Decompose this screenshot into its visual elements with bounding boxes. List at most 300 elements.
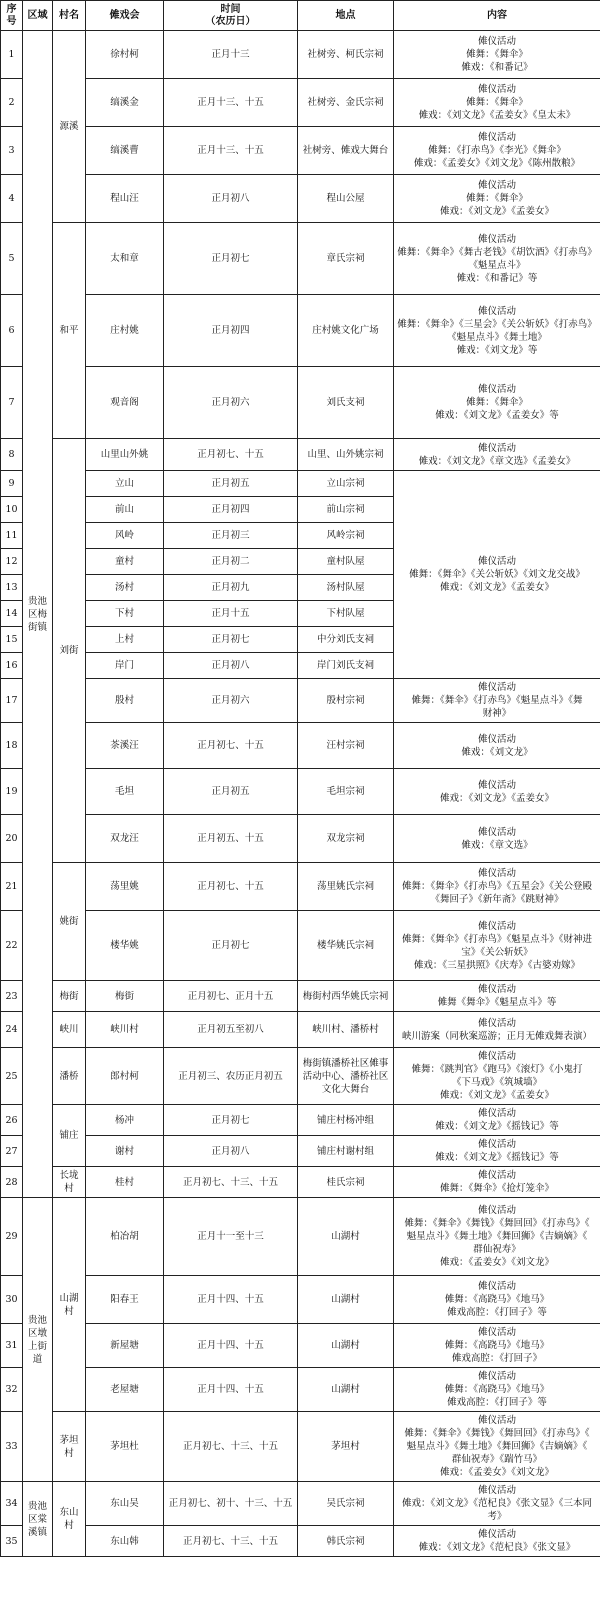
content-line: 傩仪活动 <box>477 1415 516 1426</box>
cell-no: 24 <box>1 1012 23 1048</box>
cell-content <box>394 769 600 815</box>
cell-place: 毛坦宗祠 <box>298 769 394 815</box>
content-line: 傩仪活动 <box>477 442 516 454</box>
content-line: 傩戏：《刘文龙》《孟姜女》 <box>439 792 554 804</box>
cell-no: 33 <box>1 1412 23 1482</box>
content-line: 《魁星点斗》《舞土地》 <box>447 331 547 343</box>
cell-club: 楼华姚 <box>86 911 164 981</box>
cell-time: 正月初六 <box>164 679 298 723</box>
cell-no: 20 <box>1 815 23 863</box>
cell-no: 1 <box>1 31 23 79</box>
cell-place: 山湖村 <box>298 1276 394 1324</box>
table-body <box>1 31 600 1557</box>
cell-content <box>394 981 600 1012</box>
content-line: 傩仪活动 <box>477 682 516 693</box>
cell-content <box>394 911 600 981</box>
cell-club: 谢村 <box>86 1136 164 1167</box>
table-row <box>1 1048 600 1105</box>
cell-time: 正月十四、十五 <box>164 1276 298 1324</box>
content-line: 傩仪活动 <box>477 1108 516 1119</box>
content-line: 傩戏高腔：《打回子》等 <box>447 1397 547 1408</box>
cell-no: 22 <box>1 911 23 981</box>
table-row <box>1 1105 600 1136</box>
cell-time: 正月初八 <box>164 175 298 223</box>
table-row <box>1 223 600 295</box>
cell-no: 18 <box>1 723 23 769</box>
table-row <box>1 439 600 471</box>
table-row <box>1 911 600 981</box>
cell-place: 梅街镇潘桥社区傩事活动中心、潘桥社区文化大舞台 <box>298 1048 394 1105</box>
cell-club: 柏冶胡 <box>86 1198 164 1276</box>
header-club: 傩戏会 <box>86 1 164 31</box>
cell-place: 山湖村 <box>298 1324 394 1368</box>
cell-village: 茅坦村 <box>53 1412 86 1482</box>
content-line: 傩戏：《刘文龙》等 <box>456 344 538 356</box>
cell-time: 正月初二 <box>164 549 298 575</box>
cell-no: 16 <box>1 653 23 679</box>
cell-club: 茶溪汪 <box>86 723 164 769</box>
content-line: 群仙祝寿》《踹竹马》 <box>451 1454 543 1465</box>
cell-time: 正月初五至初八 <box>164 1012 298 1048</box>
cell-no: 25 <box>1 1048 23 1105</box>
header-time-sub: （农历日） <box>205 15 256 27</box>
cell-no: 34 <box>1 1482 23 1526</box>
cell-no: 12 <box>1 549 23 575</box>
cell-club: 汤村 <box>86 575 164 601</box>
cell-time: 正月初七 <box>164 911 298 981</box>
cell-no: 8 <box>1 439 23 471</box>
cell-content-shared <box>394 471 600 679</box>
content-line: 群仙祝寿》 <box>473 1244 521 1255</box>
cell-place: 荡里姚氏宗祠 <box>298 863 394 911</box>
cell-no: 4 <box>1 175 23 223</box>
cell-place: 铺庄村谢村组 <box>298 1136 394 1167</box>
content-line: 傩戏：《三星拱照》《庆寿》《古婆劝嫁》 <box>413 959 581 971</box>
cell-place: 立山宗祠 <box>298 471 394 497</box>
cell-club: 双龙汪 <box>86 815 164 863</box>
cell-content <box>394 1412 600 1482</box>
table-row <box>1 1526 600 1557</box>
cell-time: 正月初八 <box>164 653 298 679</box>
cell-place: 社树旁、柯氏宗祠 <box>298 31 394 79</box>
content-line: 傩仪活动 <box>477 984 516 995</box>
cell-club: 下村 <box>86 601 164 627</box>
content-line: 傩戏：《孟姜女》《刘文龙》 <box>439 1467 554 1478</box>
content-line: 傩仪活动 <box>477 36 516 47</box>
cell-time: 正月初七 <box>164 627 298 653</box>
content-line: 魁星点斗》《舞土地》《舞回狮》《吉嫡嫡》《 <box>406 1231 588 1242</box>
cell-village: 姚街 <box>53 863 86 981</box>
content-line: 宝》《关公斩妖》 <box>461 946 533 958</box>
content-line: 傩戏：《刘文龙》《摇钱记》等 <box>435 1152 559 1163</box>
cell-time: 正月十四、十五 <box>164 1324 298 1368</box>
content-line: 傩仪活动 <box>477 384 516 395</box>
content-line: 《舞回子》《新年斋》《跳财神》 <box>430 894 564 905</box>
content-line: 傩仪活动 <box>477 132 516 143</box>
cell-time: 正月初七、初十、十三、十五 <box>164 1482 298 1526</box>
cell-place: 山里、山外姚宗祠 <box>298 439 394 471</box>
cell-region: 贵池区棠溪镇 <box>23 1482 53 1557</box>
cell-no: 9 <box>1 471 23 497</box>
cell-region: 贵池区墩上街道 <box>23 1198 53 1482</box>
table-row <box>1 1167 600 1198</box>
cell-place: 山湖村 <box>298 1368 394 1412</box>
table-row <box>1 1482 600 1526</box>
cell-place: 吴氏宗祠 <box>298 1482 394 1526</box>
table-row <box>1 723 600 769</box>
content-line: 傩舞：《舞伞》《打赤鸟》《魁星点斗》《舞 <box>411 695 583 706</box>
cell-content <box>394 1048 600 1105</box>
cell-no: 3 <box>1 127 23 175</box>
cell-place: 下村队屋 <box>298 601 394 627</box>
cell-content <box>394 1324 600 1368</box>
cell-content <box>394 1167 600 1198</box>
cell-village: 山湖村 <box>53 1198 86 1412</box>
header-content: 内容 <box>394 1 600 31</box>
cell-time: 正月初七 <box>164 223 298 295</box>
table-row <box>1 1012 600 1048</box>
content-line: 傩舞：《舞伞》《舞古老钱》《胡饮酒》《打赤鸟》 <box>397 246 597 258</box>
cell-no: 19 <box>1 769 23 815</box>
content-line: 《下马戏》《筑城墙》 <box>451 1077 543 1088</box>
content-line: 傩仪活动 <box>477 84 516 95</box>
content-line: 傩仪活动 <box>477 868 516 879</box>
content-line: 傩仪活动 <box>477 556 516 567</box>
content-line: 傩仪活动 <box>477 826 516 838</box>
content-line: 傩舞：《舞伞》 <box>466 97 528 108</box>
cell-village: 峡川 <box>53 1012 86 1048</box>
table-row <box>1 815 600 863</box>
content-line: 傩舞：《跳判官》《跑马》《滚灯》《小鬼打 <box>411 1064 583 1075</box>
cell-time: 正月十三、十五 <box>164 79 298 127</box>
cell-time: 正月初五 <box>164 471 298 497</box>
cell-club: 茅坦杜 <box>86 1412 164 1482</box>
cell-time: 正月初七、正月十五 <box>164 981 298 1012</box>
content-line: 傩戏：《和番记》 <box>461 62 533 73</box>
content-line: 傩戏：《刘文龙》《孟姜女》 <box>439 582 554 593</box>
cell-no: 17 <box>1 679 23 723</box>
cell-village: 东山村 <box>53 1482 86 1557</box>
cell-place: 童村队屋 <box>298 549 394 575</box>
cell-club: 郎村柯 <box>86 1048 164 1105</box>
cell-place: 桂氏宗祠 <box>298 1167 394 1198</box>
cell-club: 东山吴 <box>86 1482 164 1526</box>
cell-content <box>394 1198 600 1276</box>
content-line: 傩仪活动 <box>477 920 516 932</box>
cell-club: 杨冲 <box>86 1105 164 1136</box>
cell-no: 32 <box>1 1368 23 1412</box>
header-time-label: 时间 <box>220 3 241 15</box>
cell-no: 15 <box>1 627 23 653</box>
cell-content <box>394 723 600 769</box>
cell-content <box>394 1368 600 1412</box>
cell-place: 前山宗祠 <box>298 497 394 523</box>
cell-club: 太和章 <box>86 223 164 295</box>
cell-place: 双龙宗祠 <box>298 815 394 863</box>
cell-club: 程山汪 <box>86 175 164 223</box>
cell-club: 观音阁 <box>86 367 164 439</box>
cell-content <box>394 815 600 863</box>
cell-club: 阳春王 <box>86 1276 164 1324</box>
content-line: 傩舞：《舞伞》《三星会》《关公斩妖》《打赤鸟》 <box>397 318 597 330</box>
cell-place: 庄村姚文化广场 <box>298 295 394 367</box>
cell-place: 楼华姚氏宗祠 <box>298 911 394 981</box>
cell-content <box>394 863 600 911</box>
content-line: 傩仪活动 <box>477 1139 516 1150</box>
content-line: 魁星点斗》《舞土地》《舞回狮》《吉嫡嫡》《 <box>406 1441 588 1452</box>
content-line: 《魁星点斗》 <box>468 259 526 271</box>
cell-club: 荡里姚 <box>86 863 164 911</box>
cell-village: 长垅村 <box>53 1167 86 1198</box>
cell-no: 11 <box>1 523 23 549</box>
cell-time: 正月初三 <box>164 523 298 549</box>
cell-content <box>394 79 600 127</box>
cell-content <box>394 175 600 223</box>
cell-no: 10 <box>1 497 23 523</box>
content-line: 傩舞：《舞伞》《抢灯笼伞》 <box>439 1183 554 1194</box>
table-row <box>1 1412 600 1482</box>
cell-time: 正月初五、十五 <box>164 815 298 863</box>
content-line: 傩戏：《刘文龙》《孟姜女》等 <box>435 410 559 421</box>
content-line: 傩舞：《舞伞》 <box>466 49 528 60</box>
cell-no: 28 <box>1 1167 23 1198</box>
cell-time: 正月初七、十五 <box>164 863 298 911</box>
cell-no: 14 <box>1 601 23 627</box>
content-line: 傩仪活动 <box>477 1281 516 1292</box>
content-line: 傩仪活动 <box>477 1051 516 1062</box>
content-line: 傩舞：《舞伞》《舞钱》《舞回回》《打赤鸟》《 <box>404 1428 590 1439</box>
table-row <box>1 1276 600 1324</box>
cell-time: 正月初七、十五 <box>164 723 298 769</box>
cell-club: 缟溪金 <box>86 79 164 127</box>
content-line: 傩戏：《刘文龙》《摇钱记》等 <box>435 1121 559 1132</box>
cell-no: 23 <box>1 981 23 1012</box>
cell-content <box>394 439 600 471</box>
cell-place: 刘氏支祠 <box>298 367 394 439</box>
cell-place: 风岭宗祠 <box>298 523 394 549</box>
cell-time: 正月初三、农历正月初五 <box>164 1048 298 1105</box>
cell-time: 正月初四 <box>164 295 298 367</box>
table-row <box>1 175 600 223</box>
content-line: 傩戏：《刘文龙》《范杞良》《张文显》 <box>418 1542 576 1553</box>
cell-place: 中分刘氏支祠 <box>298 627 394 653</box>
cell-content <box>394 223 600 295</box>
cell-village: 铺庄 <box>53 1105 86 1167</box>
table-row <box>1 1368 600 1412</box>
table-row <box>1 769 600 815</box>
content-line: 傩戏：《孟姜女》《刘文龙》 <box>439 1257 554 1268</box>
cell-village: 刘街 <box>53 439 86 863</box>
table-row <box>1 981 600 1012</box>
cell-time: 正月初七、十五 <box>164 439 298 471</box>
content-line: 傩舞：《舞伞》《关公斩妖》《刘文龙交战》 <box>409 569 585 580</box>
table-row <box>1 127 600 175</box>
cell-club: 前山 <box>86 497 164 523</box>
content-line: 傩舞：《舞伞》《舞钱》《舞回回》《打赤鸟》《 <box>404 1218 590 1229</box>
cell-no: 7 <box>1 367 23 439</box>
content-line: 傩仪活动 <box>477 779 516 791</box>
content-line: 考》 <box>487 1511 507 1522</box>
cell-club: 上村 <box>86 627 164 653</box>
cell-club: 童村 <box>86 549 164 575</box>
table-row <box>1 1136 600 1167</box>
table-row <box>1 367 600 439</box>
cell-region: 贵池区梅街镇 <box>23 31 53 1198</box>
cell-content <box>394 1482 600 1526</box>
cell-place: 峡川村、潘桥村 <box>298 1012 394 1048</box>
content-line: 财神》 <box>482 708 512 719</box>
cell-club: 山里山外姚 <box>86 439 164 471</box>
content-line: 傩戏：《和番记》等 <box>456 272 538 284</box>
table-row <box>1 295 600 367</box>
cell-time: 正月初七、十三、十五 <box>164 1412 298 1482</box>
content-line: 傩舞：《打赤鸟》《李光》《舞伞》 <box>428 145 566 156</box>
content-line: 傩戏：《刘文龙》《孟姜女》《皇太未》 <box>418 110 576 121</box>
cell-content <box>394 1526 600 1557</box>
cell-no: 29 <box>1 1198 23 1276</box>
table-row <box>1 1198 600 1276</box>
cell-place: 章氏宗祠 <box>298 223 394 295</box>
table-row <box>1 79 600 127</box>
header-village: 村名 <box>53 1 86 31</box>
content-line: 傩仪活动 <box>477 1485 516 1496</box>
header-no: 序号 <box>1 1 23 31</box>
header-time <box>164 1 298 31</box>
cell-village: 潘桥 <box>53 1048 86 1105</box>
cell-club: 东山韩 <box>86 1526 164 1557</box>
cell-no: 35 <box>1 1526 23 1557</box>
cell-village: 和平 <box>53 223 86 439</box>
cell-no: 31 <box>1 1324 23 1368</box>
cell-place: 社树旁、金氏宗祠 <box>298 79 394 127</box>
content-line: 傩仪活动 <box>477 1205 516 1216</box>
content-line: 傩戏高腔：《打回子》 <box>451 1353 543 1364</box>
cell-village: 梅街 <box>53 981 86 1012</box>
content-line: 傩戏高腔：《打回子》等 <box>447 1307 547 1318</box>
cell-place: 殷村宗祠 <box>298 679 394 723</box>
cell-club: 风岭 <box>86 523 164 549</box>
cell-club: 庄村姚 <box>86 295 164 367</box>
cell-club: 桂村 <box>86 1167 164 1198</box>
cell-content <box>394 1276 600 1324</box>
content-line: 傩仪活动 <box>477 1170 516 1181</box>
cell-time: 正月初七、十三、十五 <box>164 1526 298 1557</box>
cell-club: 毛坦 <box>86 769 164 815</box>
cell-no: 5 <box>1 223 23 295</box>
table-row <box>1 471 600 497</box>
content-line: 傩舞：《舞伞》 <box>466 397 528 408</box>
cell-no: 27 <box>1 1136 23 1167</box>
content-line: 傩仪活动 <box>477 180 516 191</box>
table-row <box>1 679 600 723</box>
cell-place: 山湖村 <box>298 1198 394 1276</box>
cell-content <box>394 295 600 367</box>
cell-time: 正月十三 <box>164 31 298 79</box>
cell-content <box>394 1105 600 1136</box>
cell-content <box>394 367 600 439</box>
cell-time: 正月初七 <box>164 1105 298 1136</box>
content-line: 傩戏：《孟姜女》《刘文龙》《陈州散粮》 <box>413 158 581 169</box>
cell-content <box>394 127 600 175</box>
cell-place: 岸门刘氏支祠 <box>298 653 394 679</box>
content-line: 傩戏：《刘文龙》《孟姜女》 <box>439 206 554 217</box>
cell-place: 茅坦村 <box>298 1412 394 1482</box>
content-line: 傩舞：《舞伞》 <box>466 193 528 204</box>
cell-content <box>394 679 600 723</box>
cell-club: 梅街 <box>86 981 164 1012</box>
cell-no: 21 <box>1 863 23 911</box>
cell-club: 老屋塘 <box>86 1368 164 1412</box>
cell-time: 正月初五 <box>164 769 298 815</box>
header-place: 地点 <box>298 1 394 31</box>
cell-time: 正月初六 <box>164 367 298 439</box>
content-line: 傩舞：《高跷马》《地马》 <box>444 1340 550 1351</box>
table-row <box>1 863 600 911</box>
content-line: 傩舞：《高跷马》《地马》 <box>444 1294 550 1305</box>
content-line: 傩仪活动 <box>477 1017 516 1029</box>
cell-place: 韩氏宗祠 <box>298 1526 394 1557</box>
content-line: 傩戏：《刘文龙》《孟姜女》 <box>439 1090 554 1101</box>
cell-village: 源溪 <box>53 31 86 223</box>
cell-place: 梅街村西华姚氏宗祠 <box>298 981 394 1012</box>
cell-content <box>394 31 600 79</box>
cell-club: 缟溪曹 <box>86 127 164 175</box>
cell-no: 6 <box>1 295 23 367</box>
cell-place: 程山公屋 <box>298 175 394 223</box>
content-line: 傩仪活动 <box>477 1371 516 1382</box>
cell-time: 正月初九 <box>164 575 298 601</box>
cell-club: 立山 <box>86 471 164 497</box>
content-line: 傩仪活动 <box>477 1327 516 1338</box>
content-line: 峡川游案（同秋案巡游；正月无傩戏舞表演） <box>401 1030 592 1042</box>
content-line: 傩戏：《章文选》 <box>461 839 533 851</box>
content-line: 傩舞：《舞伞》《打赤鸟》《魁星点斗》《财神进 <box>401 933 592 945</box>
cell-club: 徐村柯 <box>86 31 164 79</box>
cell-time: 正月十三、十五 <box>164 127 298 175</box>
table-row <box>1 1324 600 1368</box>
cell-time: 正月初四 <box>164 497 298 523</box>
cell-time: 正月十四、十五 <box>164 1368 298 1412</box>
cell-club: 殷村 <box>86 679 164 723</box>
cell-club: 新屋塘 <box>86 1324 164 1368</box>
content-line: 傩舞：《舞伞》《打赤鸟》《五星会》《关公登殿 <box>401 881 592 892</box>
content-line: 傩戏：《刘文龙》《范杞良》《张文显》《三本同 <box>401 1498 592 1509</box>
cell-time: 正月初八 <box>164 1136 298 1167</box>
content-line: 傩戏：《刘文龙》 <box>461 746 533 758</box>
cell-time: 正月初七、十三、十五 <box>164 1167 298 1198</box>
content-line: 傩戏：《刘文龙》《章文选》《孟姜女》 <box>418 455 576 467</box>
cell-time: 正月十一至十三 <box>164 1198 298 1276</box>
cell-club: 峡川村 <box>86 1012 164 1048</box>
cell-no: 30 <box>1 1276 23 1324</box>
cell-content <box>394 1012 600 1048</box>
content-line: 傩仪活动 <box>477 733 516 745</box>
cell-place: 铺庄村杨冲组 <box>298 1105 394 1136</box>
content-line: 傩舞：《高跷马》《地马》 <box>444 1384 550 1395</box>
content-line: 傩仪活动 <box>477 1529 516 1540</box>
cell-place: 汤村队屋 <box>298 575 394 601</box>
cell-content <box>394 1136 600 1167</box>
header-region: 区域 <box>23 1 53 31</box>
cell-club: 岸门 <box>86 653 164 679</box>
cell-no: 26 <box>1 1105 23 1136</box>
cell-no: 2 <box>1 79 23 127</box>
cell-place: 社树旁、傩戏大舞台 <box>298 127 394 175</box>
cell-no: 13 <box>1 575 23 601</box>
content-line: 傩舞《舞伞》《魁星点斗》等 <box>437 997 557 1008</box>
table-row <box>1 31 600 79</box>
content-line: 傩仪活动 <box>477 233 516 245</box>
